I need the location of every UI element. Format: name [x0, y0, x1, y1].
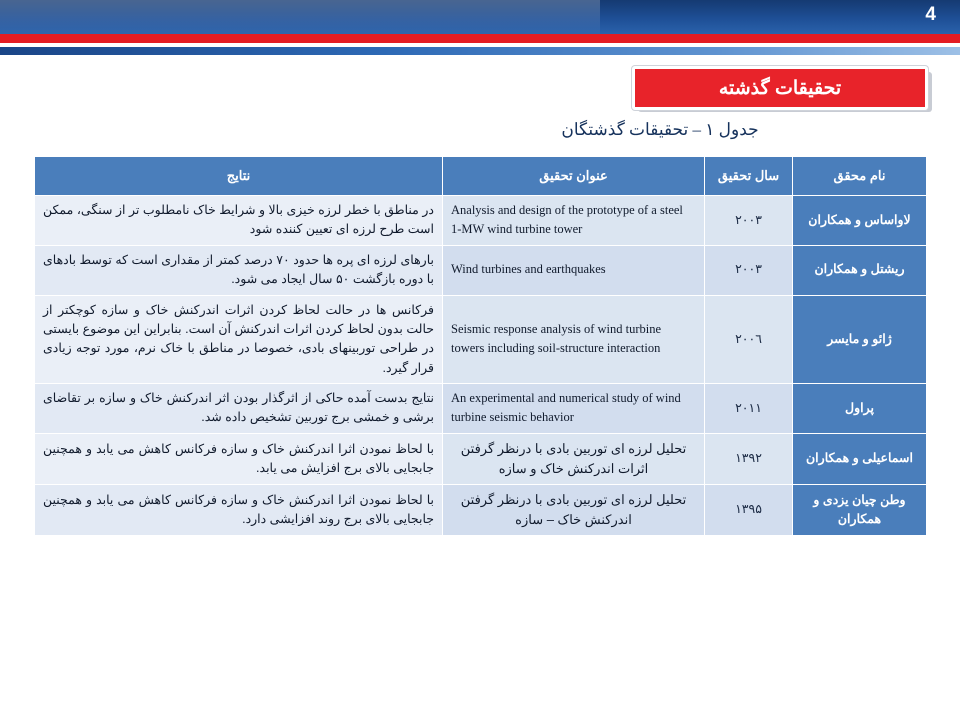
table-caption: جدول ۱ – تحقیقات گذشتگان [561, 120, 759, 139]
table-header-row [35, 157, 927, 196]
cell-researcher-name: پراول [793, 384, 927, 434]
cell-research-year: ۲۰۰۳ [705, 245, 793, 295]
column-header-title: عنوان تحقیق [443, 157, 705, 196]
cell-research-year: ۲۰۱۱ [705, 384, 793, 434]
cell-researcher-name: ژائو و مایسر [793, 295, 927, 384]
cell-research-year: ۱۳۹۲ [705, 433, 793, 484]
cell-research-result: بارهای لرزه ای پره ها حدود ۷۰ درصد کمتر از مقداری است که توسط بادهای با دوره بازگشت ۵۰ سال ایجاد می شود. [35, 245, 443, 295]
cell-research-result: با لحاظ نمودن اثرا اندرکنش خاک و سازه فرکانس کاهش می یابد و همچنین جابجایی بالای برج افزایش می یابد. [35, 433, 443, 484]
table-row [35, 433, 927, 484]
table-row [35, 485, 927, 536]
cell-researcher-name: وطن چیان یزدی و همکاران [793, 485, 927, 536]
research-table-container [34, 156, 926, 536]
cell-researcher-name: ریشتل و همکاران [793, 245, 927, 295]
cell-researcher-name: لاواساس و همکاران [793, 196, 927, 246]
cell-research-title: Analysis and design of the prototype of a steel 1-MW wind turbine tower [443, 196, 705, 246]
table-row [35, 295, 927, 384]
cell-research-year: ۲۰۰٦ [705, 295, 793, 384]
banner-sheen [0, 0, 600, 34]
table-row [35, 384, 927, 434]
cell-research-year: ۲۰۰۳ [705, 196, 793, 246]
banner-dark-bar [0, 0, 960, 34]
cell-research-result: نتایج بدست آمده حاکی از اثرگذار بودن اثر اندرکنش خاک و سازه بر تقاضای برشی و خمشی برج توربین تشخیص داده شد. [35, 384, 443, 434]
page-number: 4 [925, 4, 936, 25]
cell-research-title: Seismic response analysis of wind turbine towers including soil-structure interaction [443, 295, 705, 384]
table-row [35, 196, 927, 246]
column-header-result: نتایج [35, 157, 443, 196]
banner-blue-gradient-bar [0, 47, 960, 55]
column-header-year: سال تحقیق [705, 157, 793, 196]
cell-researcher-name: اسماعیلی و همکاران [793, 433, 927, 484]
cell-research-result: با لحاظ نمودن اثرا اندرکنش خاک و سازه فرکانس کاهش می یابد و همچنین جابجایی بالای برج روند افزایشی دارد. [35, 485, 443, 536]
research-table-body [35, 196, 927, 536]
cell-research-title: تحلیل لرزه ای توربین بادی با درنظر گرفتن اندرکنش خاک – سازه [443, 485, 705, 536]
research-table [34, 156, 927, 536]
cell-research-result: فرکانس ها در حالت لحاظ کردن اثرات اندرکنش خاک و سازه کوچکتر از حالت بدون لحاظ کردن اثرات اندرکنش آن است. بنابراین این موضوع بایستی در طراحی توربینهای بادی، خصوصا در مناطق با خاک نرم، مورد توجه زیادی قرار گیرد. [35, 295, 443, 384]
banner-red-bar [0, 34, 960, 43]
cell-research-result: در مناطق با خطر لرزه خیزی بالا و شرایط خاک نامطلوب تر از سنگی، ممکن است طرح لرزه ای تعیین کننده شود [35, 196, 443, 246]
cell-research-title: تحلیل لرزه ای توربین بادی با درنظر گرفتن اثرات اندرکنش خاک و سازه [443, 433, 705, 484]
cell-research-year: ۱۳۹۵ [705, 485, 793, 536]
slide-title-badge [632, 66, 932, 112]
title-badge-box [632, 66, 928, 110]
cell-research-title: Wind turbines and earthquakes [443, 245, 705, 295]
table-row [35, 245, 927, 295]
slide-title-text: تحقیقات گذشته [718, 77, 842, 99]
column-header-name: نام محقق [793, 157, 927, 196]
cell-research-title: An experimental and numerical study of wind turbine seismic behavior [443, 384, 705, 434]
slide-top-banner [0, 0, 960, 58]
